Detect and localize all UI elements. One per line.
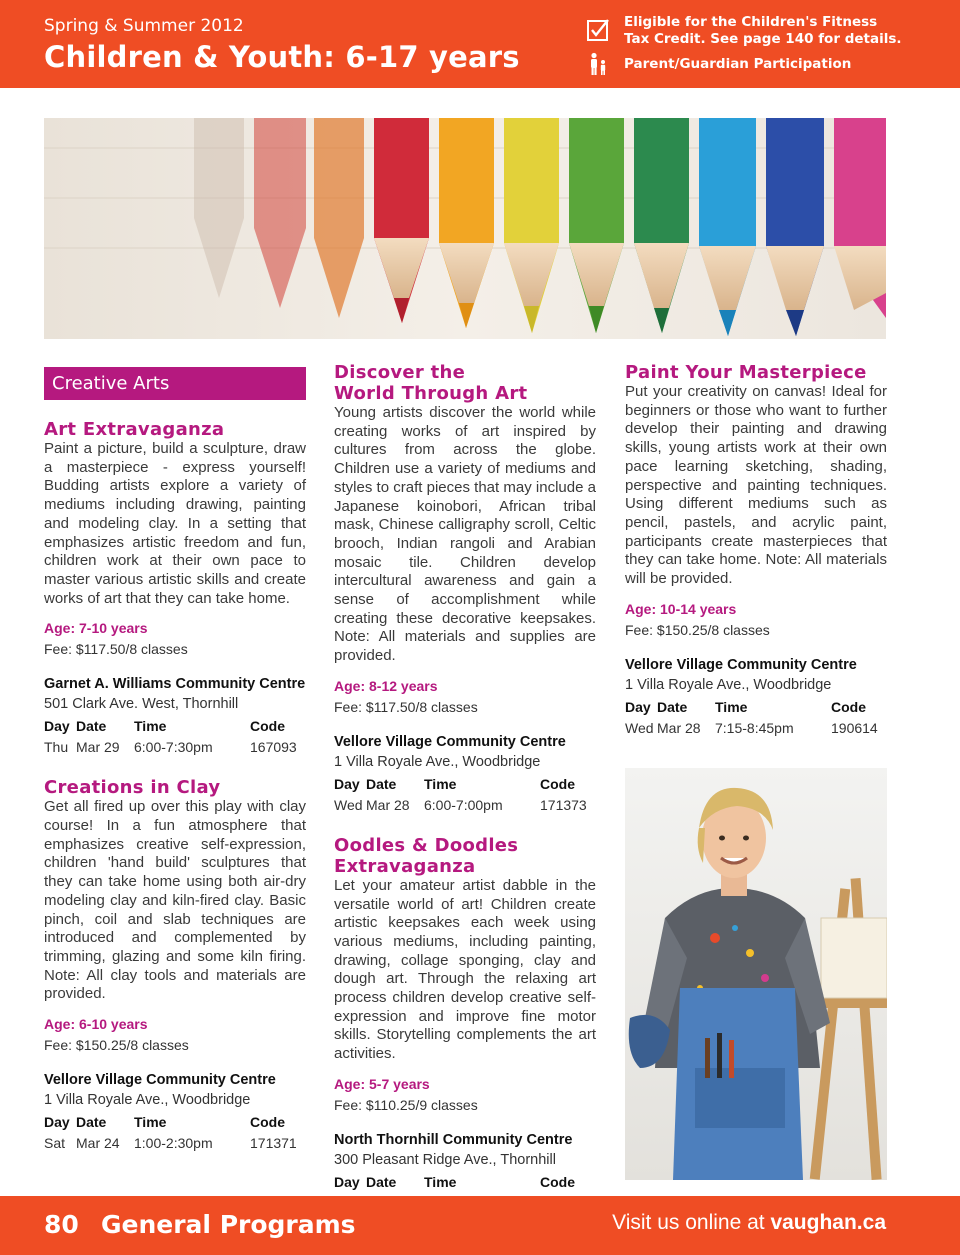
code-cell: 171371 <box>250 1135 297 1152</box>
course-discover-the-world-through-art <box>334 362 596 816</box>
header-code: Code <box>250 718 285 735</box>
checkbox-check-icon <box>586 18 610 42</box>
schedule-row <box>44 1133 306 1154</box>
column-2 <box>334 362 596 1214</box>
page-number: 80 <box>44 1210 79 1239</box>
time-cell: 6:00-7:00pm <box>424 796 503 813</box>
course-age: Age: 5-7 years <box>334 1075 430 1092</box>
location-name: Vellore Village Community Centre <box>334 733 566 750</box>
location-name: North Thornhill Community Centre <box>334 1131 573 1148</box>
course-title: Creations in Clay <box>44 777 221 799</box>
parent-child-icon <box>586 52 610 76</box>
schedule-table <box>44 716 306 758</box>
website-link[interactable]: vaughan.ca <box>770 1211 886 1234</box>
course-description: Young artists discover the world while creating works of art inspired by cultures from across the globe. Children use a variety of mediums and styles to craft pieces that may include a Japanese koinobori, African tribal mask, Chinese calligraphy scroll, Celtic brooch, Indian rangoli and Arabian mosaic tile. Children develop intercultural awareness and gain a sense of accomplishment while creating these decorative keepsakes. Note: All materials and supplies are provided. <box>334 404 596 665</box>
legend-item-fitness-credit <box>586 14 946 48</box>
schedule-table <box>44 1112 306 1154</box>
header-time: Time <box>134 1114 167 1131</box>
legend-item-parent-participation <box>586 56 946 73</box>
page-footer <box>0 1196 960 1255</box>
course-title-line2: World Through Art <box>334 383 528 404</box>
schedule-row <box>44 737 306 758</box>
day-cell: Wed <box>625 719 654 736</box>
header-date: Date <box>76 1114 107 1131</box>
header-code: Code <box>540 775 575 792</box>
course-fee: Fee: $117.50/8 classes <box>44 641 188 658</box>
header-day: Day <box>334 775 360 792</box>
column-3 <box>625 362 887 739</box>
course-age: Age: 6-10 years <box>44 1016 148 1033</box>
location-address: 1 Villa Royale Ave., Woodbridge <box>44 1092 251 1109</box>
schedule-header-row <box>334 1172 596 1193</box>
time-cell: 1:00-2:30pm <box>134 1135 213 1152</box>
location-name: Garnet A. Williams Community Centre <box>44 676 306 693</box>
footer-section-title: General Programs <box>101 1210 356 1239</box>
header-time: Time <box>424 1173 457 1190</box>
day-cell: Sat <box>44 1135 66 1152</box>
course-fee: Fee: $110.25/9 classes <box>334 1096 478 1113</box>
location-address: 1 Villa Royale Ave., Woodbridge <box>625 676 832 693</box>
legend-text-line2: Tax Credit. See page 140 for details. <box>624 31 902 47</box>
header-code: Code <box>250 1114 285 1131</box>
course-art-extravaganza <box>44 419 306 758</box>
location-name: Vellore Village Community Centre <box>625 656 857 673</box>
course-age: Age: 8-12 years <box>334 677 438 694</box>
legend-text-line1: Eligible for the Children's Fitness <box>624 14 878 30</box>
schedule-header-row <box>44 716 306 737</box>
column-1 <box>44 362 306 1154</box>
header-day: Day <box>625 698 651 715</box>
legend-text: Parent/Guardian Participation <box>624 56 852 72</box>
schedule-header-row <box>625 697 887 718</box>
hero-colored-pencils-image <box>44 118 886 339</box>
course-description: Get all fired up over this play with clay course! In a fun atmosphere that emphasizes creative self-expression, children 'hand build' sculptures that they can take home using both air-dry modeling clay and kiln-fired clay. Basic pinch, coil and slab techniques are introduced and complemented by trimming, glazing and some kiln firing. Note: All clay tools and materials are provided. <box>44 798 306 1003</box>
course-title-line2: Extravaganza <box>334 855 476 877</box>
day-cell: Thu <box>44 739 69 756</box>
time-cell: 7:15-8:45pm <box>715 719 794 736</box>
header-code: Code <box>831 698 866 715</box>
legend <box>586 14 946 73</box>
code-cell: 171373 <box>540 796 587 813</box>
course-title-line1: Discover the <box>334 362 466 383</box>
header-day: Day <box>44 718 70 735</box>
course-age: Age: 7-10 years <box>44 620 148 637</box>
header-time: Time <box>134 718 167 735</box>
course-age: Age: 10-14 years <box>625 600 737 617</box>
location-name: Vellore Village Community Centre <box>44 1072 276 1089</box>
date-cell: Mar 29 <box>76 739 120 756</box>
header-time: Time <box>424 775 457 792</box>
schedule-header-row <box>44 1112 306 1133</box>
time-cell: 6:00-7:30pm <box>134 739 213 756</box>
page-title: Children & Youth: 6-17 years <box>44 40 520 74</box>
course-fee: Fee: $117.50/8 classes <box>334 698 478 715</box>
date-cell: Mar 24 <box>76 1135 120 1152</box>
header-day: Day <box>334 1173 360 1190</box>
course-title: Paint Your Masterpiece <box>625 362 867 383</box>
website-text <box>612 1211 886 1235</box>
location-address: 300 Pleasant Ridge Ave., Thornhill <box>334 1151 556 1168</box>
young-artist-photo <box>625 768 887 1180</box>
date-cell: Mar 28 <box>366 796 410 813</box>
header-date: Date <box>366 775 397 792</box>
page-header <box>0 0 960 88</box>
course-fee: Fee: $150.25/8 classes <box>44 1037 189 1054</box>
location-address: 1 Villa Royale Ave., Woodbridge <box>334 753 541 770</box>
section-title-bar: Creative Arts <box>44 367 306 400</box>
schedule-row <box>334 795 596 816</box>
course-description: Let your amateur artist dabble in the versatile world of art! Children create artistic keepsakes each week using various mediums, including painting, drawing, collage sponging, clay and dough art. Through the relaxing art process children develop creative self-expression and improve fine motor skills. Storytelling complements the art activities. <box>334 876 596 1063</box>
schedule-table <box>625 697 887 739</box>
location-address: 501 Clark Ave. West, Thornhill <box>44 696 239 713</box>
course-title: Art Extravaganza <box>44 419 225 440</box>
code-cell: 167093 <box>250 739 297 756</box>
header-date: Date <box>366 1173 397 1190</box>
header-time: Time <box>715 698 748 715</box>
course-creations-in-clay <box>44 777 306 1154</box>
day-cell: Wed <box>334 796 363 813</box>
schedule-row <box>625 718 887 739</box>
header-code: Code <box>540 1173 575 1190</box>
course-paint-your-masterpiece <box>625 362 887 739</box>
schedule-table <box>334 774 596 816</box>
header-day: Day <box>44 1114 70 1131</box>
season-label: Spring & Summer 2012 <box>44 16 244 36</box>
header-date: Date <box>657 698 688 715</box>
schedule-header-row <box>334 774 596 795</box>
course-description: Put your creativity on canvas! Ideal for beginners or those who want to further develop their painting and drawing skills, young artists work at their own pace learning sketching, shading, perspective and painting techniques. Using different mediums such as pencil, pastels, and acrylic paint, participants create masterpieces that they can take home. Note: All materials will be provided. <box>625 383 887 588</box>
date-cell: Mar 28 <box>657 719 701 736</box>
visit-prefix: Visit us online at <box>612 1211 771 1234</box>
course-title-line1: Oodles & Doodles <box>334 834 519 856</box>
course-fee: Fee: $150.25/8 classes <box>625 621 770 638</box>
code-cell: 190614 <box>831 719 878 736</box>
course-description: Paint a picture, build a sculpture, draw a masterpiece - express yourself! Budding artists explore a variety of mediums including drawing, painting and modeling clay. In a setting that emphasizes artistic freedom and fun, children work at their own pace to master various artistic skills and create works of art that they can take home. <box>44 440 306 607</box>
header-date: Date <box>76 718 107 735</box>
course-oodles-and-doodles <box>334 835 596 1214</box>
